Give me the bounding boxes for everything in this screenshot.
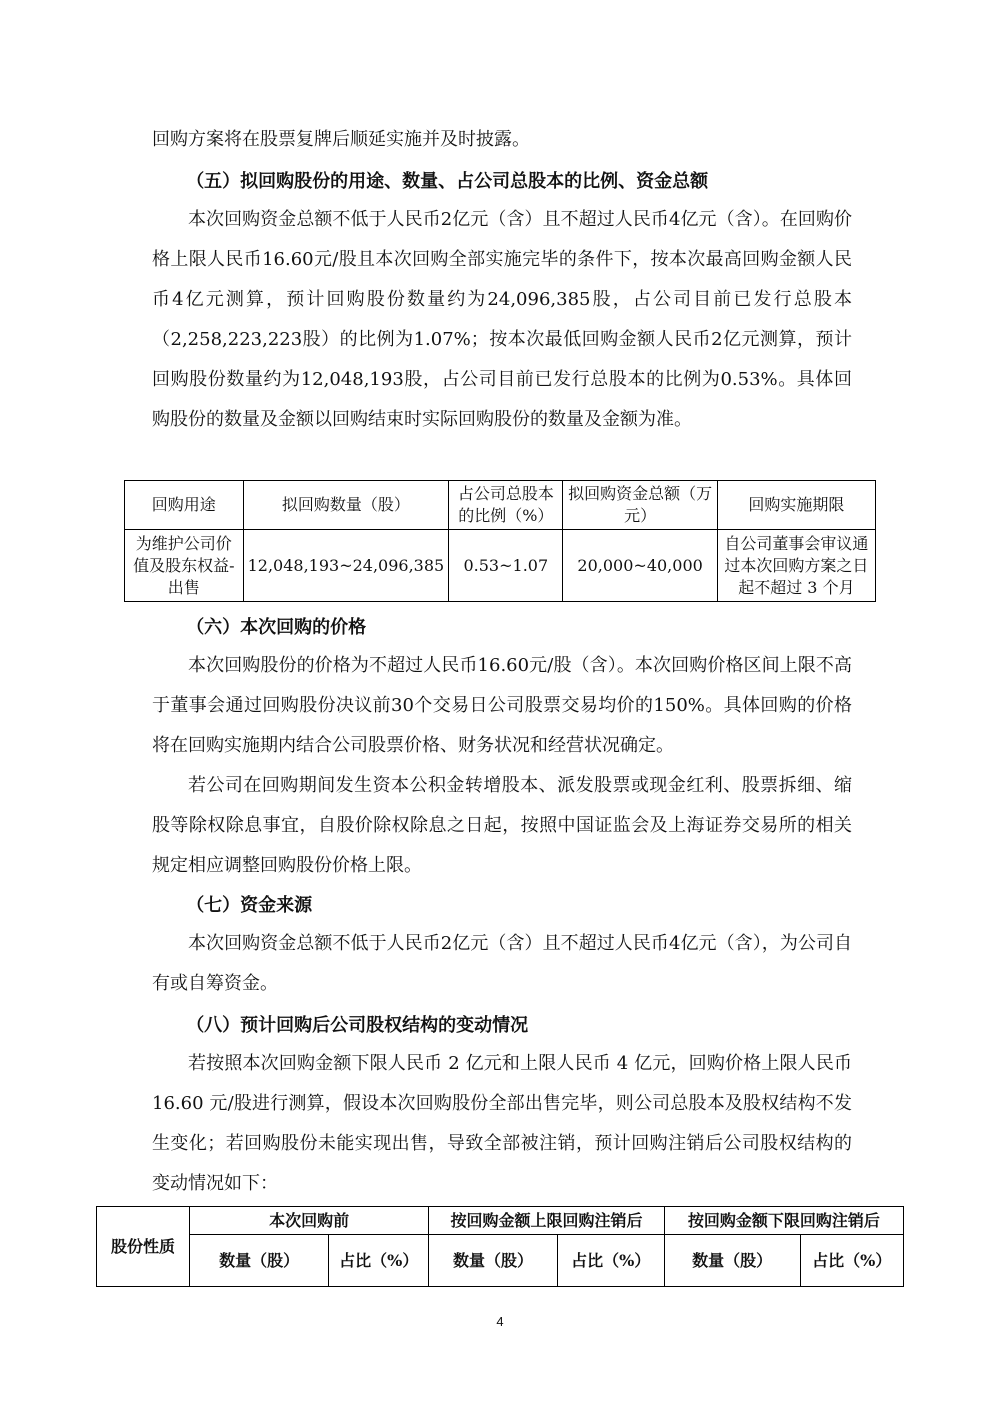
- header-qty-before: 数量（股）: [190, 1235, 329, 1287]
- cell-purpose: 为维护公司价值及股东权益-出售: [125, 530, 244, 602]
- header-purpose: 回购用途: [125, 481, 244, 530]
- section-heading-7: （七）资金来源: [186, 895, 313, 916]
- cell-quantity: 12,048,193~24,096,385: [243, 530, 449, 602]
- section-heading-8: （八）预计回购后公司股权结构的变动情况: [186, 1015, 529, 1036]
- header-quantity: 拟回购数量（股）: [243, 481, 449, 530]
- repurchase-plan-table: [124, 480, 876, 602]
- header-after-upper: 按回购金额上限回购注销后: [429, 1207, 665, 1235]
- header-pct-before: 占比（%）: [329, 1235, 429, 1287]
- header-share-type: 股份性质: [97, 1207, 190, 1287]
- header-pct-lower: 占比（%）: [800, 1235, 904, 1287]
- header-period: 回购实施期限: [717, 481, 875, 530]
- cell-period: 自公司董事会审议通过本次回购方案之日起不超过 3 个月: [717, 530, 875, 602]
- cell-ratio: 0.53~1.07: [449, 530, 563, 602]
- header-before: 本次回购前: [190, 1207, 429, 1235]
- table-subheader-row: [97, 1235, 904, 1287]
- header-pct-upper: 占比（%）: [557, 1235, 664, 1287]
- paragraph-section-5: 本次回购资金总额不低于人民币2亿元（含）且不超过人民币4亿元（含）。在回购价格上限人民币16.60元/股且本次回购全部实施完毕的条件下，按本次最高回购金额人民币4亿元测算，预计回购股份数量约为24,096,385股，占公司目前已发行总股本（2,258,223,223股）的比例为1.07%；按本次最低回购金额人民币2亿元测算，预计回购股份数量约为12,048,193股，占公司目前已发行总股本的比例为0.53%。具体回购股份的数量及金额以回购结束时实际回购股份的数量及金额为准。: [152, 209, 852, 430]
- header-after-lower: 按回购金额下限回购注销后: [664, 1207, 903, 1235]
- header-qty-upper: 数量（股）: [429, 1235, 558, 1287]
- header-ratio: 占公司总股本的比例（%）: [449, 481, 563, 530]
- table-header-row: [125, 481, 876, 530]
- page-number: 4: [496, 1314, 504, 1329]
- header-qty-lower: 数量（股）: [664, 1235, 800, 1287]
- header-amount: 拟回购资金总额（万元）: [563, 481, 717, 530]
- section-heading-6: （六）本次回购的价格: [186, 617, 367, 638]
- table-group-row: [97, 1207, 904, 1235]
- paragraph-section-6a: 本次回购股份的价格为不超过人民币16.60元/股（含）。本次回购价格区间上限不高于董事会通过回购股份决议前30个交易日公司股票交易均价的150%。具体回购的价格将在回购实施期内结合公司股票价格、财务状况和经营状况确定。: [152, 655, 852, 756]
- paragraph-section-8: 若按照本次回购金额下限人民币 2 亿元和上限人民币 4 亿元，回购价格上限人民币 16.60 元/股进行测算，假设本次回购股份全部出售完毕，则公司总股本及股权结构不发生变化；若回购股份未能实现出售，导致全部被注销，预计回购注销后公司股权结构的变动情况如下：: [152, 1053, 852, 1194]
- cell-amount: 20,000~40,000: [563, 530, 717, 602]
- paragraph-section-6b: 若公司在回购期间发生资本公积金转增股本、派发股票或现金红利、股票拆细、缩股等除权除息事宜，自股价除权除息之日起，按照中国证监会及上海证券交易所的相关规定相应调整回购股份价格上限。: [152, 775, 852, 876]
- paragraph-section-7: 本次回购资金总额不低于人民币2亿元（含）且不超过人民币4亿元（含），为公司自有或自筹资金。: [152, 933, 852, 994]
- paragraph-carryover: 回购方案将在股票复牌后顺延实施并及时披露。: [152, 129, 530, 150]
- equity-structure-table: [96, 1206, 904, 1287]
- section-heading-5: （五）拟回购股份的用途、数量、占公司总股本的比例、资金总额: [186, 171, 709, 192]
- table-row: [125, 530, 876, 602]
